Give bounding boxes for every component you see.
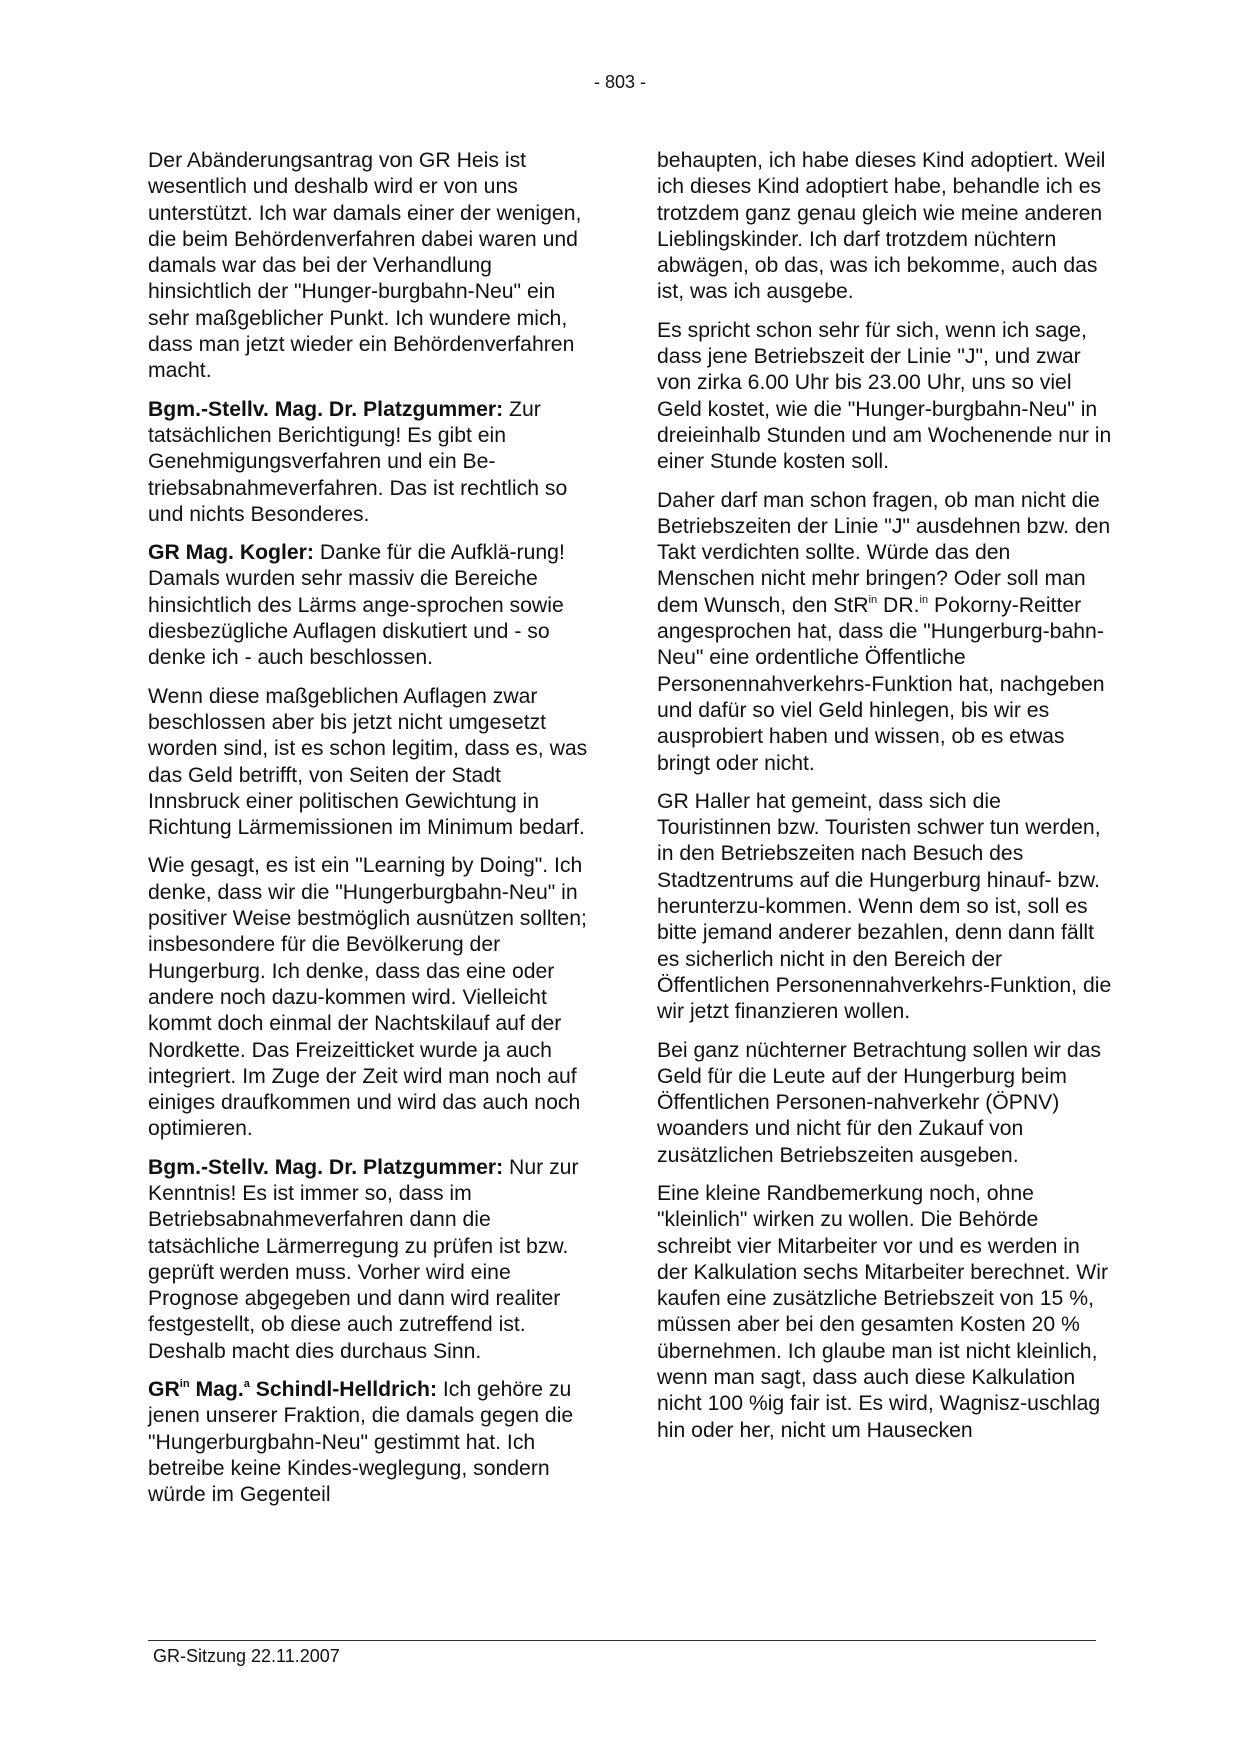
paragraph bbox=[148, 1155, 598, 1365]
paragraph: Es spricht schon sehr für sich, wenn ich sage, dass jene Betriebszeit der Linie "J", und zwar von zirka 6.00 Uhr bis 23.00 Uhr, uns so viel Geld kostet, wie die "Hunger-burgbahn-Neu" in dreieinhalb Stunden und am Wochenende nur in einer Stunde kosten soll. bbox=[657, 318, 1112, 474]
paragraph bbox=[148, 397, 598, 528]
paragraph bbox=[148, 1377, 598, 1508]
paragraph: Der Abänderungsantrag von GR Heis ist wesentlich und deshalb wird er von uns unterstützt. Ich war damals einer der wenigen, die beim Behördenverfahren dabei waren und damals war das bei der Verhandlung hinsichtlich der "Hunger-burgbahn-Neu" ein sehr maßgeblicher Punkt. Ich wundere mich, dass man jetzt wieder ein Behördenverfahren macht. bbox=[148, 149, 582, 383]
page-number: - 803 - bbox=[593, 72, 647, 92]
paragraph-text: Nur zur Kenntnis! Es ist immer so, dass im Betriebsabnahmeverfahren dann die tatsächliche Lärmerregung zu prüfen ist bzw. geprüft werden muss. Vorher wird eine Prognose abgegeben und dann wird realiter festgestellt, ob diese auch zutreffend ist. Deshalb macht dies durchaus Sinn. bbox=[148, 1155, 579, 1363]
paragraph: Daher darf man schon fragen, ob man nicht die Betriebszeiten der Linie "J" ausdehnen bzw. den Takt verdichten sollte. Würde das den Menschen nicht mehr bringen? Oder soll man dem Wunsch, den StR$^{in}$ DR.$^{in}$ Pokorny-Reitter angesprochen hat, dass die "Hungerburg-bahn-Neu" eine ordentliche Öffentliche Personennahverkehrs-Funktion hat, nachgeben und dafür so viel Geld hinlegen, bis wir es ausprobiert haben und wissen, ob es etwas bringt oder nicht. bbox=[657, 488, 1111, 775]
speaker-name: Bgm.-Stellv. Mag. Dr. Platzgummer: bbox=[148, 1155, 504, 1179]
paragraph-text: Ich gehöre zu jenen unserer Fraktion, die damals gegen die "Hungerburgbahn-Neu" gestimmt hat. Ich betreibe keine Kindes-weglegung, sondern würde im Gegenteil bbox=[148, 1378, 574, 1507]
footer-divider bbox=[148, 1640, 1096, 1641]
speaker-name: GR Mag. Kogler: bbox=[148, 541, 314, 565]
paragraph: GR Haller hat gemeint, dass sich die Touristinnen bzw. Touristen schwer tun werden, in den Betriebszeiten nach Besuch des Stadtzentrums auf die Hungerburg hinauf- bzw. herunterzu-kommen. Wenn dem so ist, soll es bitte jemand anderer bezahlen, denn dann fällt es sicherlich nicht in den Bereich der Öffentlichen Personennahverkehrs-Funktion, die wir jetzt finanzieren wollen. bbox=[657, 789, 1112, 1024]
speaker-name: $GR^{in}$ Mag.$^a$ Schindl-Helldrich: bbox=[148, 1378, 438, 1402]
right-column bbox=[657, 148, 1112, 1456]
paragraph-text: Danke für die Aufklä-rung! Damals wurden sehr massiv die Bereiche hinsichtlich des Lärms ange-sprochen sowie diesbezügliche Auflagen diskutiert und - so denke ich - auch beschlossen. bbox=[148, 541, 565, 670]
paragraph: Bei ganz nüchterner Betrachtung sollen wir das Geld für die Leute auf der Hungerburg beim Öffentlichen Personen-nahverkehr (ÖPNV) woanders und nicht für den Zukauf von zusätzlichen Betriebszeiten ausgeben. bbox=[657, 1038, 1102, 1167]
paragraph bbox=[148, 540, 598, 671]
paragraph-text: Zur tatsächlichen Berichtigung! Es gibt ein Genehmigungsverfahren und ein Be-triebsabnahmeverfahren. Das ist rechtlich so und nichts Besonderes. bbox=[148, 397, 568, 526]
left-column bbox=[148, 148, 598, 1521]
paragraph: Wenn diese maßgeblichen Auflagen zwar beschlossen aber bis jetzt nicht umgesetzt worden sind, ist es schon legitim, dass es, was das Geld betrifft, von Seiten der Stadt Innsbruck einer politischen Gewichtung in Richtung Lärmemissionen im Minimum bedarf. bbox=[148, 684, 588, 840]
paragraph: behaupten, ich habe dieses Kind adoptiert. Weil ich dieses Kind adoptiert habe, behandle ich es trotzdem ganz genau gleich wie meine anderen Lieblingskinder. Ich darf trotzdem nüchtern abwägen, ob das, was ich bekomme, auch das ist, was ich ausgebe. bbox=[657, 149, 1106, 304]
paragraph: Wie gesagt, es ist ein "Learning by Doing". Ich denke, dass wir die "Hungerburgbahn-Neu" in positiver Weise bestmöglich ausnützen sollten; insbesondere für die Bevölkerung der Hungerburg. Ich denke, dass das eine oder andere noch dazu-kommen wird. Vielleicht kommt doch einmal der Nachtskilauf auf der Nordkette. Das Freizeitticket wurde ja auch integriert. Im Zuge der Zeit wird man noch auf einiges draufkommen und wird das auch noch optimieren. bbox=[148, 854, 587, 1141]
speaker-name: Bgm.-Stellv. Mag. Dr. Platzgummer: bbox=[148, 397, 504, 421]
paragraph: Eine kleine Randbemerkung noch, ohne "kleinlich" wirken zu wollen. Die Behörde schreibt vier Mitarbeiter vor und es werden in der Kalkulation sechs Mitarbeiter berechnet. Wir kaufen eine zusätzliche Betriebszeit von 15 %, müssen aber bei den gesamten Kosten 20 % übernehmen. Ich glaube man ist nicht kleinlich, wenn man sagt, dass auch diese Kalkulation nicht 100 %ig fair ist. Es wird, Wagnisz-uschlag hin oder her, nicht um Hausecken bbox=[657, 1181, 1109, 1442]
footer-session-date: GR-Sitzung 22.11.2007 bbox=[153, 1646, 340, 1666]
